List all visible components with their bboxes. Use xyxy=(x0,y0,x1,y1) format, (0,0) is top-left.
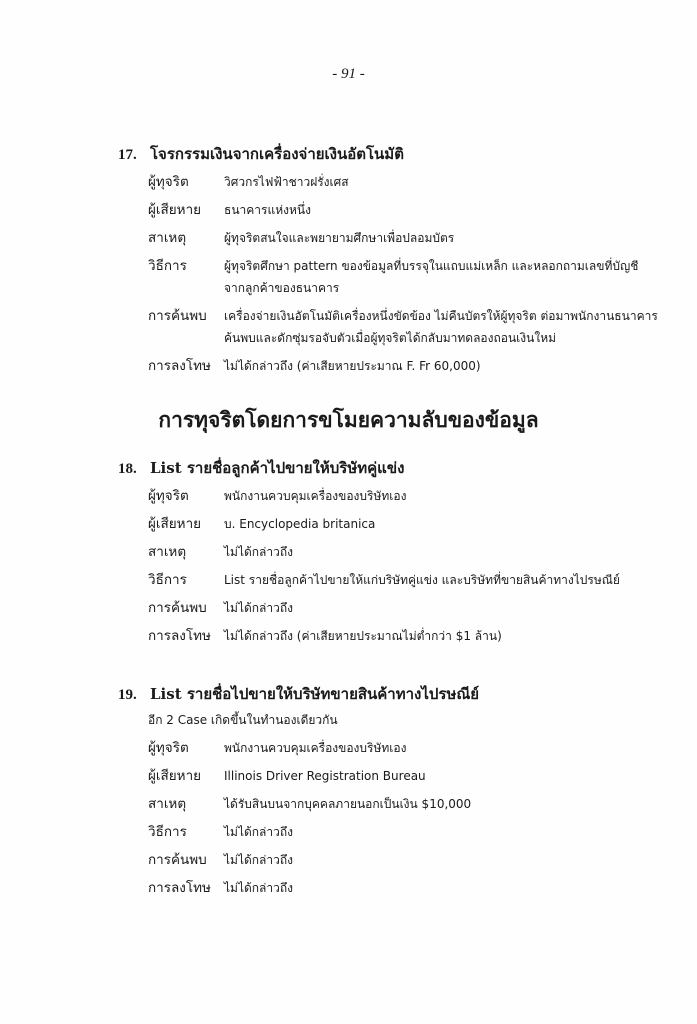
victim-label: ผู้เสียหาย xyxy=(148,516,202,532)
method-value: List รายชื่อลูกค้าไปขายให้แก่บริษัทคู่แข่ง และบริษัทที่ขายสินค้าทางไปรษณีย์ xyxy=(224,573,620,587)
case-19-title-text: List รายชื่อไปขายให้บริษัทขายสินค้าทางไปรษณีย์ xyxy=(150,685,480,703)
discovery-label: การค้นพบ xyxy=(148,600,207,616)
method-value: ไม่ได้กล่าวถึง xyxy=(224,825,293,839)
case-19-title xyxy=(118,682,658,707)
method-label: วิธีการ xyxy=(148,572,187,588)
case-17-title-text: โจรกรรมเงินจากเครื่องจ่ายเงินอัตโนมัติ xyxy=(150,145,404,163)
perpetrator-label: ผู้ทุจริต xyxy=(148,488,189,504)
case-19-cause-row xyxy=(148,793,658,815)
victim-value: บ. Encyclopedia britanica xyxy=(224,517,376,531)
case-17-perpetrator-row xyxy=(148,171,658,193)
victim-label: ผู้เสียหาย xyxy=(148,202,202,218)
case-18-victim-row xyxy=(148,513,658,535)
cause-label: สาเหตุ xyxy=(148,796,187,812)
case-18-title xyxy=(118,456,658,481)
case-18-title-text: List รายชื่อลูกค้าไปขายให้บริษัทคู่แข่ง xyxy=(150,459,405,477)
case-17-title xyxy=(118,142,658,167)
perpetrator-value: วิศวกรไฟฟ้าชาวฝรั่งเศส xyxy=(224,175,349,189)
case-19-discovery-row xyxy=(148,849,658,871)
case-19-number: 19. xyxy=(118,687,137,703)
discovery-value: ไม่ได้กล่าวถึง xyxy=(224,601,293,615)
case-17-discovery-row xyxy=(148,305,658,349)
case-18-cause-row xyxy=(148,541,658,563)
case-17-victim-row xyxy=(148,199,658,221)
case-19-method-row xyxy=(148,821,658,843)
victim-label: ผู้เสียหาย xyxy=(148,768,202,784)
penalty-label: การลงโทษ xyxy=(148,358,211,374)
case-19-note: อีก 2 Case เกิดขึ้นในทำนองเดียวกัน xyxy=(148,713,338,727)
penalty-value: ไม่ได้กล่าวถึง (ค่าเสียหายประมาณไม่ต่ำกว่า $1 ล้าน) xyxy=(224,629,502,643)
case-18-number: 18. xyxy=(118,461,137,477)
case-19-penalty-row xyxy=(148,877,658,899)
case-18-penalty-row xyxy=(148,625,658,647)
perpetrator-label: ผู้ทุจริต xyxy=(148,740,189,756)
case-17-penalty-row xyxy=(148,355,658,377)
case-19-victim-row xyxy=(148,765,658,787)
perpetrator-label: ผู้ทุจริต xyxy=(148,174,189,190)
method-label: วิธีการ xyxy=(148,258,187,274)
cause-value: ได้รับสินบนจากบุคคลภายนอกเป็นเงิน $10,000 xyxy=(224,797,472,811)
case-19 xyxy=(118,682,658,899)
perpetrator-value: พนักงานควบคุมเครื่องของบริษัทเอง xyxy=(224,489,407,503)
penalty-value: ไม่ได้กล่าวถึง xyxy=(224,881,293,895)
case-17-method-row xyxy=(148,255,658,299)
penalty-value: ไม่ได้กล่าวถึง (ค่าเสียหายประมาณ F. Fr 60,000) xyxy=(224,359,481,373)
penalty-label: การลงโทษ xyxy=(148,628,211,644)
case-18 xyxy=(118,456,658,647)
discovery-value: เครื่องจ่ายเงินอัตโนมัติเครื่องหนึ่งขัดข้อง ไม่คืนบัตรให้ผู้ทุจริต ต่อมาพนักงานธนาคารค้นพบและดักซุ่มรอจับตัวเมื่อผู้ทุจริตได้กลับมาทดลองถอนเงินใหม่ xyxy=(224,309,658,345)
page-number: - 91 - xyxy=(332,66,365,82)
cause-value: ผู้ทุจริตสนใจและพยายามศึกษาเพื่อปลอมบัตร xyxy=(224,231,455,245)
case-17 xyxy=(118,142,658,377)
case-18-discovery-row xyxy=(148,597,658,619)
victim-value: Illinois Driver Registration Bureau xyxy=(224,769,426,783)
case-17-number: 17. xyxy=(118,147,137,163)
discovery-label: การค้นพบ xyxy=(148,308,207,324)
case-18-method-row xyxy=(148,569,658,591)
penalty-label: การลงโทษ xyxy=(148,880,211,896)
discovery-value: ไม่ได้กล่าวถึง xyxy=(224,853,293,867)
case-18-perpetrator-row xyxy=(148,485,658,507)
cause-label: สาเหตุ xyxy=(148,230,187,246)
discovery-label: การค้นพบ xyxy=(148,852,207,868)
section-heading: การทุจริตโดยการขโมยความลับของข้อมูล xyxy=(158,407,539,432)
case-19-perpetrator-row xyxy=(148,737,658,759)
method-label: วิธีการ xyxy=(148,824,187,840)
cause-label: สาเหตุ xyxy=(148,544,187,560)
case-17-cause-row xyxy=(148,227,658,249)
perpetrator-value: พนักงานควบคุมเครื่องของบริษัทเอง xyxy=(224,741,407,755)
victim-value: ธนาคารแห่งหนึ่ง xyxy=(224,203,311,217)
method-value: ผู้ทุจริตศึกษา pattern ของข้อมูลที่บรรจุในแถบแม่เหล็ก และหลอกถามเลขที่บัญชีจากลูกค้าของธนาคาร xyxy=(224,259,639,295)
cause-value: ไม่ได้กล่าวถึง xyxy=(224,545,293,559)
